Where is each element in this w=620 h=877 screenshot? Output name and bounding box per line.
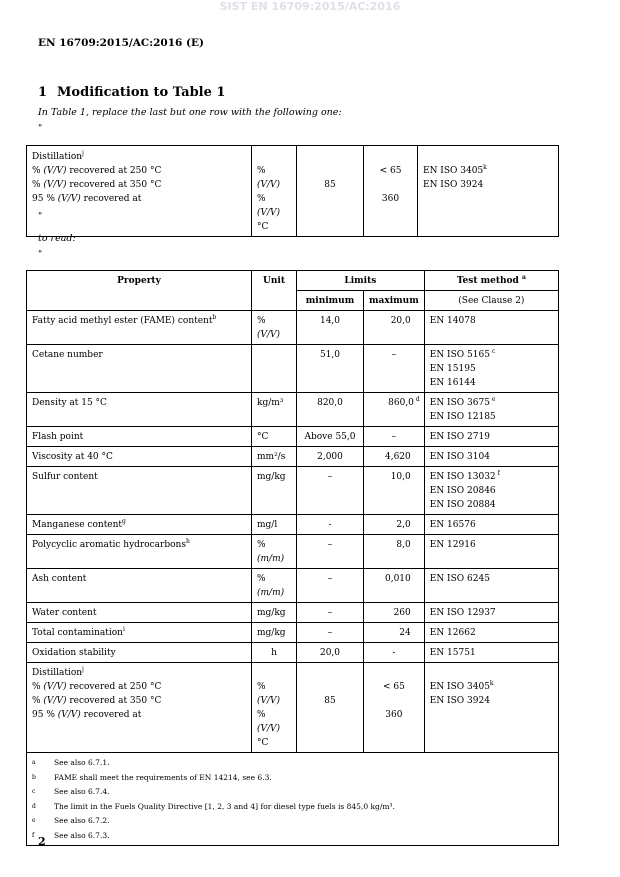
method-cell: [424, 467, 558, 515]
footnote-mark: d: [32, 802, 36, 810]
footnote-ref: b: [212, 314, 217, 321]
property-cell: [27, 427, 252, 447]
property-name: Manganese content: [32, 520, 123, 530]
distillation-methods: [424, 663, 558, 753]
unit-cell: [252, 311, 297, 345]
method: EN ISO 12937: [429, 608, 496, 618]
section-heading: [38, 85, 225, 100]
distillation-property: [27, 663, 252, 753]
distillation-min: [297, 146, 364, 237]
min-cell: [297, 603, 364, 623]
footnote-text: See also 6.7.1.: [54, 758, 110, 767]
max-value: 0,010: [384, 574, 411, 584]
method: EN ISO 5165: [429, 350, 490, 360]
min-cell: [297, 643, 364, 663]
unit-line: % (V/V): [257, 166, 281, 190]
max-value: –: [391, 350, 397, 360]
footnote-ref: j: [82, 666, 84, 673]
footnote-ref: g: [122, 518, 126, 525]
property-name: Viscosity at 40 °C: [32, 452, 113, 462]
max-value: < 65: [382, 682, 405, 692]
distillation-max: [364, 663, 425, 753]
min-value: Above 55,0: [304, 432, 356, 442]
unit-line: °C: [257, 738, 269, 748]
unit-line: % (V/V): [257, 682, 281, 706]
footnote-mark: e: [32, 817, 36, 824]
unit-cell: [252, 345, 297, 393]
unit-cell: [252, 393, 297, 427]
footnote-text: See also 6.7.4.: [54, 787, 110, 796]
method-cell: [424, 603, 558, 623]
header-property: Property: [27, 271, 252, 311]
max-value: 24: [399, 628, 411, 638]
method-cell: [424, 623, 558, 643]
unit-value: mg/kg: [257, 628, 286, 638]
max-value: 10,0: [390, 472, 411, 482]
min-value: 20,0: [319, 648, 341, 658]
distillation-methods: [418, 146, 559, 237]
min-value: –: [327, 472, 333, 482]
method: EN ISO 3675: [429, 398, 490, 408]
max-cell: [364, 535, 425, 569]
header-row: [27, 271, 559, 291]
min-cell: [297, 623, 364, 643]
min-cell: [297, 427, 364, 447]
instruction-text: In Table 1, replace the last but one row with the following one:: [38, 107, 342, 118]
unit-cell: % (m/m): [252, 569, 297, 603]
min-cell: [297, 569, 364, 603]
footnote: [32, 785, 553, 800]
unit-value: mg/kg: [257, 608, 286, 618]
footnotes-row: [27, 753, 559, 846]
header-test-method: [424, 271, 558, 291]
max-cell: [364, 393, 425, 427]
unit-line: % (V/V): [257, 194, 281, 218]
method: EN ISO 3924: [423, 180, 484, 190]
footnote: [32, 814, 553, 829]
unit-value: mm²/s: [257, 452, 286, 462]
table-row: [27, 569, 559, 603]
method-cell: [424, 393, 558, 427]
unit-cell: [252, 643, 297, 663]
distillation-max: [364, 146, 418, 237]
document-id: EN 16709:2015/AC:2016 (E): [38, 37, 204, 49]
unit-value: kg/m³: [257, 398, 284, 408]
property-name: Total contamination: [32, 628, 123, 638]
property-cell: [27, 603, 252, 623]
min-value: 820,0: [317, 398, 343, 408]
min-value: –: [327, 628, 333, 638]
footnote-ref: d: [415, 396, 420, 403]
footnote: [32, 800, 553, 815]
table-row: [27, 603, 559, 623]
table-row: [27, 447, 559, 467]
table-row: [27, 623, 559, 643]
table-row: [27, 427, 559, 447]
footnote-mark: c: [32, 788, 36, 795]
section-number: 1: [38, 85, 48, 100]
table-row: [27, 467, 559, 515]
unit-cell: [252, 427, 297, 447]
max-value: < 65: [379, 166, 402, 176]
min-value: 85: [324, 180, 336, 190]
property-cell: [27, 311, 252, 345]
method: EN ISO 3924: [429, 696, 490, 706]
property-name: Flash point: [32, 432, 84, 442]
property-line: 95 % (V/V) recovered at: [32, 710, 142, 720]
min-cell: [297, 447, 364, 467]
property-cell: [27, 345, 252, 393]
method-cell: [424, 447, 558, 467]
method-cell: [424, 345, 558, 393]
property-name: Cetane number: [32, 350, 103, 360]
unit-line: % (V/V): [257, 710, 281, 734]
unit-cell: [252, 515, 297, 535]
property-name: Density at 15 °C: [32, 398, 107, 408]
unit-value: % (V/V): [257, 316, 281, 340]
max-value: 4,620: [384, 452, 411, 462]
max-cell: [364, 569, 425, 603]
max-cell: [364, 603, 425, 623]
unit-cell: [252, 467, 297, 515]
max-value: 20,0: [390, 316, 411, 326]
min-cell: [297, 345, 364, 393]
property-cell: [27, 515, 252, 535]
method: EN ISO 3405: [429, 682, 490, 692]
footnote-text: See also 6.7.2.: [54, 816, 110, 825]
property-line: % (V/V) recovered at 250 °C: [32, 166, 162, 176]
table-row: [27, 515, 559, 535]
footnote: [32, 771, 553, 786]
footnote-ref: k: [483, 164, 487, 171]
table-row: [27, 535, 559, 569]
min-value: -: [328, 520, 332, 530]
method-cell: [424, 569, 558, 603]
method: EN ISO 13032: [429, 472, 496, 482]
replaced-row-table: [26, 145, 559, 237]
open-quote-2: ": [38, 250, 43, 260]
footnote-ref: i: [122, 626, 125, 633]
footnote-text: The limit in the Fuels Quality Directive [1, 2, 3 and 4] for diesel type fuels is 845,0 kg/m³.: [54, 801, 395, 811]
property-cell: [27, 447, 252, 467]
unit-cell: [252, 623, 297, 643]
unit-cell: [252, 603, 297, 623]
method: EN 15195: [429, 364, 476, 374]
requirements-table: [26, 270, 559, 846]
min-value: –: [327, 540, 333, 550]
unit-cell: [252, 447, 297, 467]
max-value: 360: [381, 194, 400, 204]
max-cell: [364, 345, 425, 393]
distillation-row-old: [27, 146, 559, 237]
method: EN 12662: [429, 628, 476, 638]
method-cell: [424, 515, 558, 535]
property-line: 95 % (V/V) recovered at: [32, 194, 142, 204]
max-value: 8,0: [396, 540, 411, 550]
to-read-text: to read:: [38, 233, 76, 244]
property-name: Fatty acid methyl ester (FAME) content: [32, 316, 213, 326]
min-cell: [297, 535, 364, 569]
unit-line: °C: [257, 222, 269, 232]
property-name: Sulfur content: [32, 472, 98, 482]
max-cell: [364, 311, 425, 345]
property-name: Polycyclic aromatic hydrocarbons: [32, 540, 186, 550]
method: EN ISO 12185: [429, 412, 496, 422]
distillation-min: [297, 663, 364, 753]
footnote-mark: f: [32, 831, 35, 839]
property-cell: [27, 643, 252, 663]
max-cell: [364, 427, 425, 447]
unit-value: °C: [257, 432, 269, 442]
method: EN 16576: [429, 520, 476, 530]
max-cell: [364, 643, 425, 663]
property-name: Water content: [32, 608, 97, 618]
property-line: % (V/V) recovered at 350 °C: [32, 180, 162, 190]
method: EN ISO 2719: [429, 432, 490, 442]
method: EN ISO 20884: [429, 500, 496, 510]
min-value: 85: [324, 696, 336, 706]
footnote-ref: a: [522, 274, 526, 281]
property-cell: [27, 467, 252, 515]
method: EN ISO 20846: [429, 486, 496, 496]
property-cell: [27, 569, 252, 603]
min-value: 2,000: [317, 452, 343, 462]
table-row: [27, 345, 559, 393]
max-cell: [364, 467, 425, 515]
close-quote: ": [38, 212, 43, 222]
footnote-ref: e: [491, 396, 496, 403]
method-cell: [424, 643, 558, 663]
method: EN 16144: [429, 378, 476, 388]
property-cell: [27, 535, 252, 569]
section-title: Modification to Table 1: [57, 85, 226, 100]
distillation-row: [27, 663, 559, 753]
unit-value: h: [271, 648, 277, 658]
footnote-ref: k: [489, 680, 494, 687]
table-row: [27, 393, 559, 427]
header-maximum: maximum: [364, 291, 425, 311]
method: EN ISO 6245: [429, 574, 490, 584]
table-row: [27, 643, 559, 663]
distillation-property: [27, 146, 252, 237]
unit-value: mg/l: [257, 520, 278, 530]
max-value: 360: [385, 710, 403, 720]
property-name: Oxidation stability: [32, 648, 116, 658]
unit-value: mg/kg: [257, 472, 286, 482]
footnote-mark: a: [32, 759, 36, 766]
test-method-label: Test method: [456, 276, 519, 286]
unit-cell: % (m/m): [252, 535, 297, 569]
method: EN 15751: [429, 648, 476, 658]
min-value: –: [327, 608, 333, 618]
header-minimum: minimum: [297, 291, 364, 311]
footnote-ref: f: [497, 470, 500, 477]
max-value: -: [392, 648, 396, 658]
footnotes: [27, 753, 559, 846]
max-value: 260: [393, 608, 411, 618]
max-cell: [364, 515, 425, 535]
min-cell: [297, 515, 364, 535]
watermark: SIST EN 16709:2015/AC:2016: [219, 0, 401, 13]
method: EN 12916: [429, 540, 476, 550]
footnote: [32, 829, 553, 844]
max-value: 2,0: [396, 520, 411, 530]
method: EN ISO 3405: [423, 166, 484, 176]
method-cell: [424, 427, 558, 447]
min-value: –: [327, 574, 333, 584]
method-cell: [424, 535, 558, 569]
header-see-clause: (See Clause 2): [424, 291, 558, 311]
header-limits: Limits: [297, 271, 425, 291]
property-name: Ash content: [32, 574, 87, 584]
open-quote: ": [38, 124, 43, 134]
min-cell: [297, 467, 364, 515]
table-row: [27, 311, 559, 345]
header-unit: Unit: [252, 271, 297, 311]
max-value: –: [391, 432, 397, 442]
footnote: [32, 756, 553, 771]
min-cell: [297, 393, 364, 427]
footnote-text: See also 6.7.3.: [54, 830, 110, 840]
method: EN 14078: [429, 316, 476, 326]
max-cell: [364, 623, 425, 643]
min-cell: [297, 311, 364, 345]
property-line: % (V/V) recovered at 350 °C: [32, 696, 162, 706]
distillation-label: Distillation: [32, 152, 83, 162]
footnote-ref: j: [82, 150, 84, 157]
footnote-text: FAME shall meet the requirements of EN 14214, see 6.3.: [54, 772, 272, 782]
property-line: % (V/V) recovered at 250 °C: [32, 682, 162, 692]
footnote-mark: b: [32, 773, 36, 781]
min-value: 14,0: [319, 316, 341, 326]
max-cell: [364, 447, 425, 467]
method-cell: [424, 311, 558, 345]
distillation-label: Distillation: [32, 668, 83, 678]
page-number: 2: [38, 835, 46, 848]
distillation-unit: [252, 146, 297, 237]
max-value: 860,0: [388, 398, 414, 408]
min-value: 51,0: [319, 350, 341, 360]
property-cell: [27, 623, 252, 643]
distillation-unit: [252, 663, 297, 753]
property-cell: [27, 393, 252, 427]
footnote-ref: h: [185, 538, 190, 545]
footnote-ref: c: [491, 348, 496, 355]
method: EN ISO 3104: [429, 452, 490, 462]
